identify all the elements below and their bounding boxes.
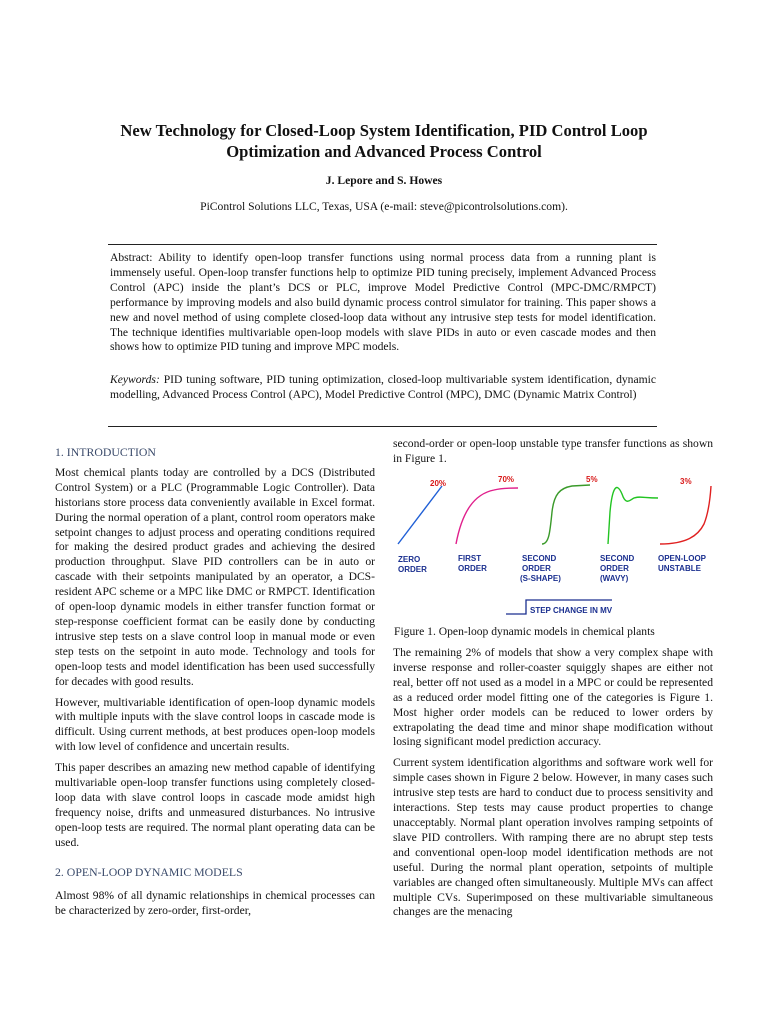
figure-1-caption: Figure 1. Open-loop dynamic models in chemical plants [394,625,655,638]
label-first-2: ORDER [458,564,487,573]
left-column [55,445,375,925]
intro-paragraph-2: However, multivariable identification of open-loop dynamic models with multiple inputs with the slave control loops in cascade mode is difficult. Using current methods, at best produces open-loop models with low level of confidence and uncertain results. [55,695,375,754]
label-unstable-1: OPEN-LOOP [658,554,707,563]
second-order-wavy-curve [608,488,658,544]
label-wavy-3: (WAVY) [600,574,629,583]
right-paragraph-1: The remaining 2% of models that show a very complex shape with inverse response and roller-coaster squiggly shapes are either not real, better off not used as a model in a MPC or could be represented as a reduced order model fitting one of the categories is Figure 1. Most higher order models can be reduced to lower orders by extrapolating the dead time and minor shape modification without losing significant model prediction accuracy. [393,646,713,749]
label-wavy-1: SECOND [600,554,635,563]
keywords-text: PID tuning software, PID tuning optimization, closed-loop multivariable system identification, dynamic modelling, Advanced Process Control (APC), Model Predictive Control (MPC), DMC (Dynamic Matrix Control) [110,373,656,401]
first-order-curve [456,488,518,544]
section-heading-open-loop: 2. OPEN-LOOP DYNAMIC MODELS [55,864,243,879]
percent-label-first-order: 70% [498,475,515,484]
label-unstable-2: UNSTABLE [658,564,701,573]
label-wavy-2: ORDER [600,564,629,573]
affiliation: PiControl Solutions LLC, Texas, USA (e-mail: steve@picontrolsolutions.com). [200,200,568,213]
abstract: Abstract: Ability to identify open-loop transfer functions using normal process data from a running plant is immensely useful. Open-loop transfer functions help to optimize PID tuning precisely, implement Advanced Process Control (APC) inside the plant’s DCS or PLC, improve Model Predictive Control (MPC-DMC/RMPCT) performance by improving models and also build dynamic process control simulator for training. This paper shows a new and novel method of using complete closed-loop data without any intrusive step tests for model identification. The technique identifies multivariable open-loop models with slave PIDs in auto or even cascade modes and then shows how to optimize PID tuning and improve MPC models. [110,251,656,354]
section-heading-introduction: 1. INTRODUCTION [55,445,156,459]
intro-paragraph-1: Most chemical plants today are controlled by a DCS (Distributed Control System) or a PLC (Programmable Logic Controller). Data historians store process data conveniently available in Excel format. During the normal operation of a plant, control room operators make setpoint changes to adjust process and operating conditions required for making the desired product grades and achieving the desired production throughput. Slave PID controllers can be in auto or cascade with their setpoints manipulated by an operator, a DCS-resident APC scheme or a MPC like DMC or RMPCT. Identification of open-loop dynamic models in either transfer function format or step-response coefficient format can be easily done by conducting intrusive step tests on a slave control loop in manual mode or even step tests on the setpoint in auto mode. Technology and tools for open-loop tests and model identification has been used successfully for decades with good results. [55,465,375,688]
label-s-2: ORDER [522,564,551,573]
abstract-bottom-rule [108,426,657,427]
right-column-body [393,646,713,926]
paper-title [60,120,708,162]
label-s-3: (S-SHAPE) [520,574,561,583]
keywords-label: Keywords: [110,373,160,386]
keywords [110,373,656,403]
figure-1 [394,472,714,622]
title-line-2: Optimization and Advanced Process Control [226,142,542,161]
label-first-1: FIRST [458,554,482,563]
percent-label-second-order: 5% [586,475,598,484]
intro-paragraph-3: This paper describes an amazing new method capable of identifying multivariable open-loop transfer functions using completely closed-loop data with slave control loops in cascade mode amidst high frequency noise, drifts and unmeasured disturbances. No intrusive open-loop tests are required. The normal plant operating data can be used. [55,761,375,849]
zero-order-curve [398,486,442,544]
open-loop-paragraph-1: Almost 98% of all dynamic relationships in chemical processes can be characterized by zero-order, first-order, [55,889,375,918]
label-zero-1: ZERO [398,555,421,564]
step-change-label: STEP CHANGE IN MV [530,606,613,615]
authors: J. Lepore and S. Howes [325,174,443,187]
percent-label-zero-order: 20% [430,479,447,488]
right-paragraph-0: second-order or open-loop unstable type transfer functions as shown in Figure 1. [393,437,713,465]
title-line-1: New Technology for Closed-Loop System Identification, PID Control Loop [120,121,648,140]
abstract-top-rule [108,244,657,245]
second-order-s-curve [542,485,590,544]
figure-1-drawing [394,472,714,622]
right-paragraph-2: Current system identification algorithms and software work well for simple cases shown in Figure 2 below. However, in many cases such intrusive step tests are hard to conduct due to process sensitivity and interactions. Step tests may cause product properties to change unacceptably. Normal plant operation involves ramping setpoints of slave PID controllers. With ramping there are no abrupt step tests and conventional open-loop model identification methods are not useful. During the normal plant operation, setpoints of multiple variables are changed often simultaneously. Multiple MVs can affect multiple CVs. Superimposed on these multivariable simultaneous changes are the menacing [393,756,713,919]
label-zero-2: ORDER [398,565,427,574]
open-loop-unstable-curve [660,486,711,544]
label-s-1: SECOND [522,554,557,563]
percent-label-unstable: 3% [680,477,692,486]
right-column-top [393,437,713,473]
